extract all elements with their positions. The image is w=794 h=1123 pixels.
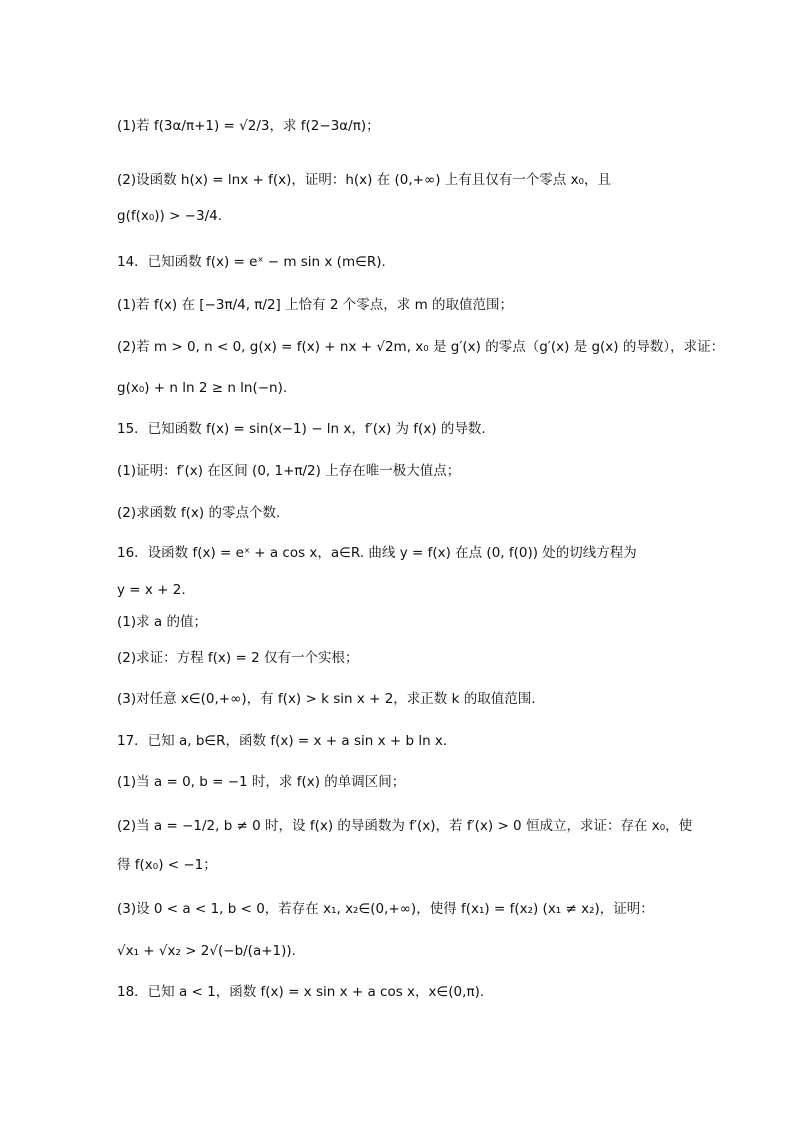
text-line: 16．设函数 f(x) = eˣ + a cos x，a∈R. 曲线 y = f(x) 在点 (0, f(0)) 处的切线方程为 [117, 545, 637, 561]
text-line: (1)求 a 的值； [117, 614, 207, 630]
text-line: (1)证明：f′(x) 在区间 (0, 1+π/2) 上存在唯一极大值点； [117, 463, 461, 479]
text-line: (2)当 a = −1/2, b ≠ 0 时，设 f(x) 的导函数为 f′(x)，若 f′(x) > 0 恒成立，求证：存在 x₀，使 [117, 818, 693, 834]
text-line: 15．已知函数 f(x) = sin(x−1) − ln x，f′(x) 为 f(x) 的导数. [117, 421, 486, 437]
text-line: 14．已知函数 f(x) = eˣ − m sin x (m∈R). [117, 254, 386, 270]
text-line: 17．已知 a, b∈R，函数 f(x) = x + a sin x + b ln x. [117, 733, 448, 749]
text-line: (3)对任意 x∈(0,+∞)，有 f(x) > k sin x + 2，求正数 k 的取值范围. [117, 691, 536, 707]
text-line: (2)若 m > 0, n < 0, g(x) = f(x) + nx + √2m, x₀ 是 g′(x) 的零点（g′(x) 是 g(x) 的导数），求证： [117, 339, 725, 355]
text-line: (1)若 f(x) 在 [−3π/4, π/2] 上恰有 2 个零点，求 m 的取值范围； [117, 297, 514, 313]
text-line: 18．已知 a < 1，函数 f(x) = x sin x + a cos x，x∈(0,π). [117, 984, 485, 1000]
text-line: (2)求证：方程 f(x) = 2 仅有一个实根； [117, 650, 359, 666]
text-line: (2)求函数 f(x) 的零点个数. [117, 505, 281, 521]
text-line: g(x₀) + n ln 2 ≥ n ln(−n). [117, 380, 288, 396]
text-line: (2)设函数 h(x) = lnx + f(x)，证明：h(x) 在 (0,+∞) 上有且仅有一个零点 x₀，且 [117, 172, 611, 188]
text-line: g(f(x₀)) > −3/4. [117, 208, 223, 224]
text-line: √x₁ + √x₂ > 2√(−b/(a+1)). [117, 943, 296, 959]
text-line: y = x + 2. [117, 582, 186, 598]
text-line: (1)若 f(3α/π+1) = √2/3，求 f(2−3α/π)； [117, 118, 380, 134]
text-line: (1)当 a = 0, b = −1 时，求 f(x) 的单调区间； [117, 774, 406, 790]
text-line: 得 f(x₀) < −1； [117, 857, 217, 873]
text-line: (3)设 0 < a < 1, b < 0，若存在 x₁, x₂∈(0,+∞)，使得 f(x₁) = f(x₂) (x₁ ≠ x₂)，证明： [117, 901, 654, 917]
